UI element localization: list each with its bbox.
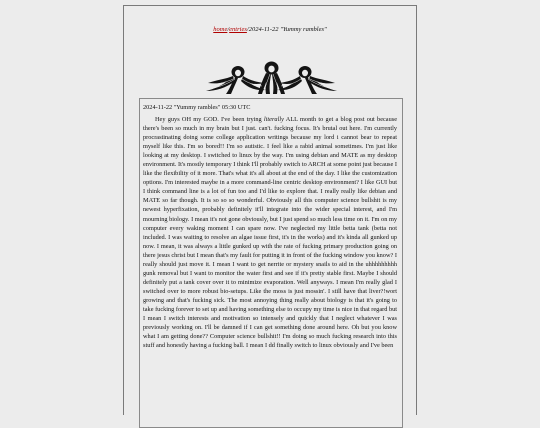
post-body-emphasis: literally (263, 116, 284, 123)
hair-girls-banner-image (204, 53, 339, 95)
post-body-text-rest: ALL month to get a blog post out because there's been so much in my brain but I just. can't. fucking focus. It's brutal out here. I'm currently procrastinating doing some college application writings because my lord i cannot bear to repeat myself like this. I'm so bored!! I'm so autistic. I feel like a rabid animal sometimes. I'm just like looking at my desktop. I switched to linux by the way. I'm using debian and MATE as my desktop environment. It's mostly temporary I think I'll probably switch to ARCH at some point just because I like the flexibility of it more. That's what it's all about at the end of the day. I like the customization options. I'm interested maybe in a more command-line centric desktop environment? I like GUI but I think command line is a lot of fun too and I'd like to explore that. I really really like debian and MATE so far though. It is so so so wonderful. Obviously all this computer science bullshit is my newest hyperfixation, probably definitely it'll integrate into the wider special interest, and I'm mourning biology. I mean it's not gone obviously, but I just spend so much less time on it. I'm on my computer every waking moment I can spare now. I've neglected my little betta tank (betta not included. I was waiting to resolve an algae issue first, it's in the works) and it's kinda all gunked up now. I mean, it was always a little gunked up with the rate of fucking primary production going on there jesus christ but I mean that's my fault for putting it in front of the fucking window you know? I really should just move it. I mean I want to get nerrite or mystery snails to aid in the uhhhhhhhhh gunk removal but I want to monitor the water first and see if it's pretty stable first. Maybe I should definitely put a tank cover over it to minimize evaporation. Well anyways. I mean I'm really glad I switched over to more robust bio-setups. Like the moss is just mossin'. I still have that liver?!wort growing and that's fucking sick. The most annoying thing really about biology is that it's going to take fucking forever to set up and having something else to occupy my time is nice in that regard but I mean I switch interests and motivation so intensely and quickly that I neglect whatever I was previously working on. I'll be damned if I can get something done around here. Oh but you know what I am getting done?? Computer science bullshit!! I'm doing so much fucking research into this stuff and honestly having a fucking ball. I mean I dd finally switch to linux obviously and I've been (143, 116, 397, 350)
breadcrumb-separator: / (246, 26, 249, 33)
post-time: 05:30 UTC (221, 104, 251, 111)
breadcrumb-separator: / (227, 26, 230, 33)
post-header (143, 104, 250, 111)
post-title: 2024-11-22 "Yummy rambles" (143, 104, 221, 111)
breadcrumb-entries-link[interactable]: entries (229, 26, 247, 33)
breadcrumb-home-link[interactable]: home (213, 26, 228, 33)
blog-post (139, 98, 403, 428)
breadcrumb (124, 26, 416, 33)
post-body (143, 115, 397, 350)
page-container (123, 5, 417, 415)
breadcrumb-current: 2024-11-22 "Yummy rambles" (248, 26, 327, 33)
post-body-text-start: Hey guys OH my GOD. I've been trying (155, 116, 264, 123)
